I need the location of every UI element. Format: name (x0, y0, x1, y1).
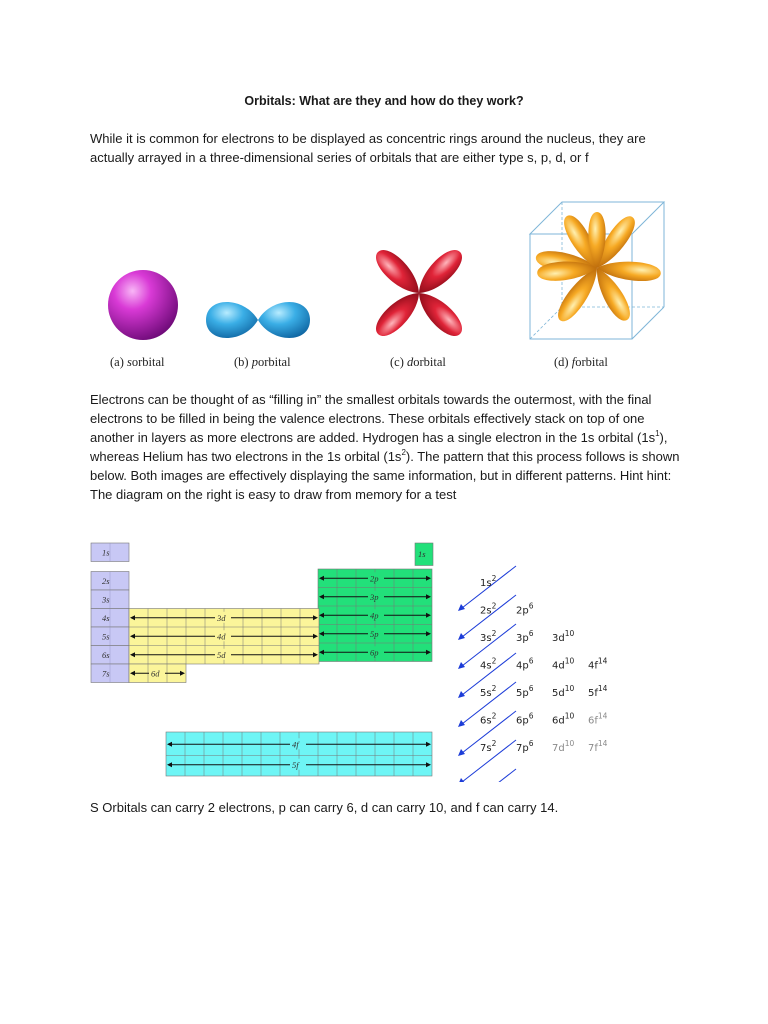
electron-count-superscript: 2 (491, 601, 497, 611)
orbital-label: $7p^6$ (516, 739, 534, 754)
p-block (318, 569, 432, 662)
f-orbital-shape (530, 202, 664, 339)
orbital-label: $6p^6$ (516, 711, 534, 727)
caption-f-orbital: (d) forbital (554, 355, 608, 369)
s-cell-label: 4s (102, 613, 110, 623)
arrow-spacer (510, 570, 518, 576)
orbital-label: $1s^2$ (480, 574, 497, 589)
electron-count-superscript: 2 (491, 656, 497, 666)
electron-count-superscript: 2 (491, 574, 497, 583)
helium-s-cell (415, 543, 433, 566)
electron-count-superscript: 6 (528, 656, 534, 666)
s-block (91, 543, 129, 683)
orbital-label: $3p^6$ (516, 629, 534, 644)
electron-count-superscript: 6 (528, 629, 534, 638)
orbital-label: $4f^{14}$ (588, 656, 608, 672)
electron-count-superscript: 6 (528, 684, 534, 693)
orbital-label: $5d^{10}$ (552, 684, 575, 699)
diagonal-arrow-head (458, 749, 465, 756)
row-label: 4p (370, 610, 379, 621)
orbital-label: $5s^2$ (480, 684, 497, 699)
caption-d-orbital: (c) dorbital (390, 355, 446, 369)
electron-count-superscript: 14 (597, 739, 608, 748)
orbital-label: $7s^2$ (480, 739, 497, 754)
electron-count-superscript: 6 (528, 711, 534, 721)
s-cell-label: 7s (102, 668, 110, 679)
row-label: 3p (370, 591, 379, 602)
s-cell-label: 3s (102, 594, 110, 605)
orbital-label: $6f^{14}$ (588, 711, 608, 727)
intro-paragraph: While it is common for electrons to be displayed as concentric rings around the nucleus, they are actually arrayed in a three-dimensional series of orbitals that are either type s, p, d, or f (90, 131, 646, 165)
electron-count-superscript: 10 (564, 711, 575, 721)
s-cell-label: 5s (102, 631, 110, 642)
d-block (129, 609, 319, 683)
electron-count-superscript: 6 (528, 601, 534, 611)
caption-p-orbital: (b) porbital (234, 355, 291, 369)
orbital-label: $2s^2$ (480, 601, 497, 617)
filling-paragraph: Electrons can be thought of as “filling in” the smallest orbitals towards the outermost, with the final electrons to be filled in being the valence electrons. These orbitals effectively stack on top of one another in layers as more electrons are added. Hydrogen has a single electron in the 1s orbital $(1s^1)$, whereas Helium has two electrons in the 1s orbital $(1s^2)$. The pattern that this process follows is shown below. Both images are effectively displaying the same information, but in different patterns. Hint hint: The diagram on the right is easy to draw from memory for a test (90, 392, 680, 502)
row-label: 6d (151, 668, 160, 679)
capacity-paragraph: S Orbitals can carry 2 electrons, p can carry 6, d can carry 10, and f can carry 14. (90, 800, 559, 815)
row-label: 2p (370, 573, 379, 584)
row-label: 3d (217, 612, 226, 623)
row-label: 4d (217, 631, 226, 642)
orbital-shapes-figure (92, 185, 676, 380)
row-label: 4f (292, 739, 299, 750)
electron-count-superscript: 10 (564, 629, 575, 638)
orbital-label: $4d^{10}$ (552, 656, 575, 672)
electron-count-superscript: 2 (491, 739, 497, 748)
electron-count-superscript: 10 (564, 684, 575, 693)
orbital-label: $2p^6$ (516, 601, 534, 617)
electron-count-superscript: 14 (597, 711, 608, 721)
row-label: 5d (217, 649, 226, 660)
electron-count-superscript: 2 (491, 711, 497, 721)
page-title: Orbitals: What are they and how do they work? (244, 94, 524, 108)
orbital-label: $7d^{10}$ (552, 739, 575, 754)
s-cell-label: 2s (102, 576, 110, 586)
diagonal-arrow-head (458, 604, 465, 611)
electron-count-superscript: 6 (528, 739, 534, 748)
orbital-label: $7f^{14}$ (588, 739, 608, 754)
aufbau-diagonal-diagram (448, 560, 653, 782)
periodic-block-diagram (90, 540, 435, 780)
electron-count-superscript: 2 (491, 684, 497, 693)
electron-count-superscript: 10 (564, 656, 575, 666)
orbital-label: $3d^{10}$ (552, 629, 575, 644)
f-block (166, 732, 432, 776)
electron-count-superscript: 14 (597, 656, 608, 666)
orbital-label: $3s^2$ (480, 629, 497, 644)
diagonal-arrow-head (458, 633, 465, 640)
p-orbital-shape (206, 302, 310, 338)
orbital-label: $4p^6$ (516, 656, 534, 672)
d-orbital-shape (370, 244, 468, 342)
orbital-label: $4s^2$ (480, 656, 497, 672)
diagonal-arrow-head (458, 720, 465, 727)
arrow-spacer (510, 599, 518, 605)
orbital-label: $6d^{10}$ (552, 711, 575, 727)
diagonal-arrow-head (458, 662, 465, 669)
diagonal-arrow-head (458, 691, 465, 698)
orbital-label: $5p^6$ (516, 684, 534, 699)
s-cell-label: 1s (102, 547, 110, 558)
he-cell-label: 1s (418, 549, 426, 559)
orbital-labels (480, 574, 608, 754)
orbital-label: $6s^2$ (480, 711, 497, 727)
row-label: 6p (370, 647, 379, 658)
electron-count-superscript: 2 (491, 629, 497, 638)
caption-s-orbital: (a) sorbital (110, 355, 165, 369)
electron-count-superscript: 10 (564, 739, 575, 748)
row-label: 5f (292, 759, 299, 770)
orbital-label: $5f^{14}$ (588, 684, 608, 699)
row-label: 5p (370, 628, 379, 639)
s-orbital-shape (108, 270, 178, 340)
electron-count-superscript: 14 (597, 684, 608, 693)
s-cell-label: 6s (102, 650, 110, 660)
